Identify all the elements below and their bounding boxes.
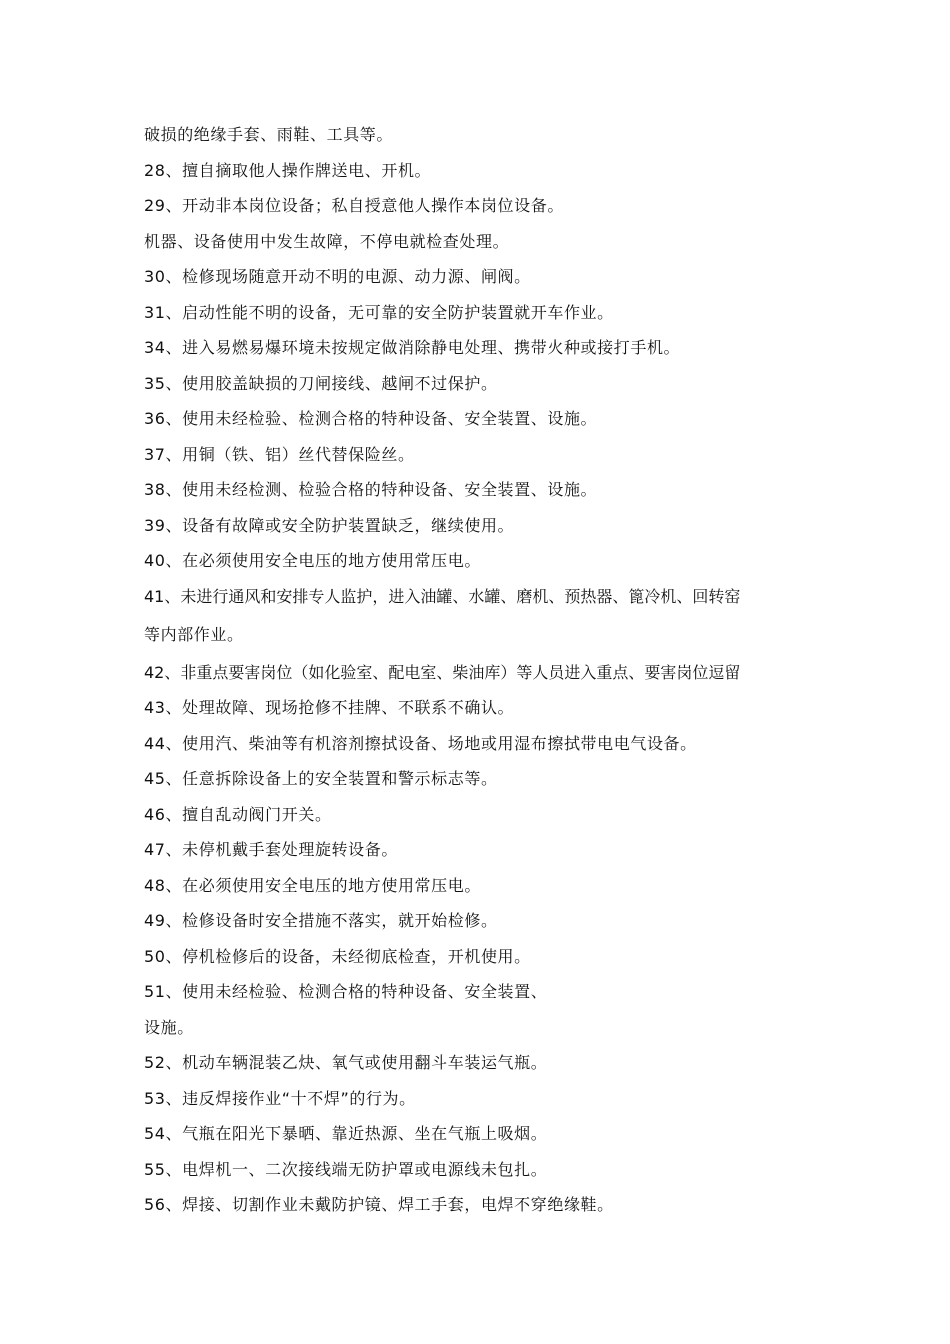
text-line: 31、启动性能不明的设备，无可靠的安全防护装置就开车作业。 <box>144 302 614 322</box>
text-line: 41、未进行通风和安排专人监护，进入油罐、水罐、磨机、预热器、篦冷机、回转窑 <box>144 586 741 606</box>
text-line: 44、使用汽、柴油等有机溶剂擦拭设备、场地或用湿布擦拭带电电气设备。 <box>144 733 697 753</box>
text-line: 45、任意拆除设备上的安全装置和警示标志等。 <box>144 769 498 788</box>
text-line: 等内部作业。 <box>144 624 244 644</box>
text-line: 55、电焊机一、二次接线端无防护罩或电源线未包扎。 <box>144 1159 548 1179</box>
text-line: 53、违反焊接作业“十不焊”的行为。 <box>144 1088 416 1108</box>
text-line: 破损的绝缘手套、雨鞋、工具等。 <box>144 125 394 144</box>
text-line: 36、使用未经检验、检测合格的特种设备、安全装置、设施。 <box>144 409 598 428</box>
document-body <box>144 120 814 1226</box>
text-line: 47、未停机戴手套处理旋转设备。 <box>144 840 398 859</box>
text-line: 51、使用未经检验、检测合格的特种设备、安全装置、 <box>144 982 548 1001</box>
text-line: 42、非重点要害岗位（如化验室、配电室、柴油库）等人员进入重点、要害岗位逗留 <box>144 662 741 682</box>
text-line: 29、开动非本岗位设备；私自授意他人操作本岗位设备。 <box>144 196 564 215</box>
text-line: 49、检修设备时安全措施不落实，就开始检修。 <box>144 911 498 930</box>
text-line: 30、检修现场随意开动不明的电源、动力源、闸阀。 <box>144 267 531 286</box>
text-line: 34、进入易燃易爆环境未按规定做消除静电处理、携带火种或接打手机。 <box>144 338 681 357</box>
text-line: 56、焊接、切割作业未戴防护镜、焊工手套，电焊不穿绝缘鞋。 <box>144 1195 614 1214</box>
text-line: 54、气瓶在阳光下暴晒、靠近热源、坐在气瓶上吸烟。 <box>144 1124 548 1143</box>
text-line: 43、处理故障、现场抢修不挂牌、不联系不确认。 <box>144 698 515 717</box>
text-line: 50、停机检修后的设备，未经彻底检查，开机使用。 <box>144 946 531 966</box>
text-line: 38、使用未经检测、检验合格的特种设备、安全装置、设施。 <box>144 480 598 499</box>
text-line: 35、使用胶盖缺损的刀闸接线、越闸不过保护。 <box>144 373 498 393</box>
text-line: 28、擅自摘取他人操作牌送电、开机。 <box>144 160 432 180</box>
text-line: 52、机动车辆混装乙炔、氧气或使用翻斗车装运气瓶。 <box>144 1053 548 1072</box>
text-line: 设施。 <box>144 1017 194 1037</box>
text-line: 39、设备有故障或安全防护装置缺乏，继续使用。 <box>144 515 515 535</box>
text-line: 37、用铜（铁、铝）丝代替保险丝。 <box>144 444 415 464</box>
text-line: 46、擅自乱动阀门开关。 <box>144 804 332 824</box>
text-line: 48、在必须使用安全电压的地方使用常压电。 <box>144 875 481 895</box>
text-line: 40、在必须使用安全电压的地方使用常压电。 <box>144 551 481 570</box>
text-line: 机器、设备使用中发生故障，不停电就检查处理。 <box>144 231 510 251</box>
